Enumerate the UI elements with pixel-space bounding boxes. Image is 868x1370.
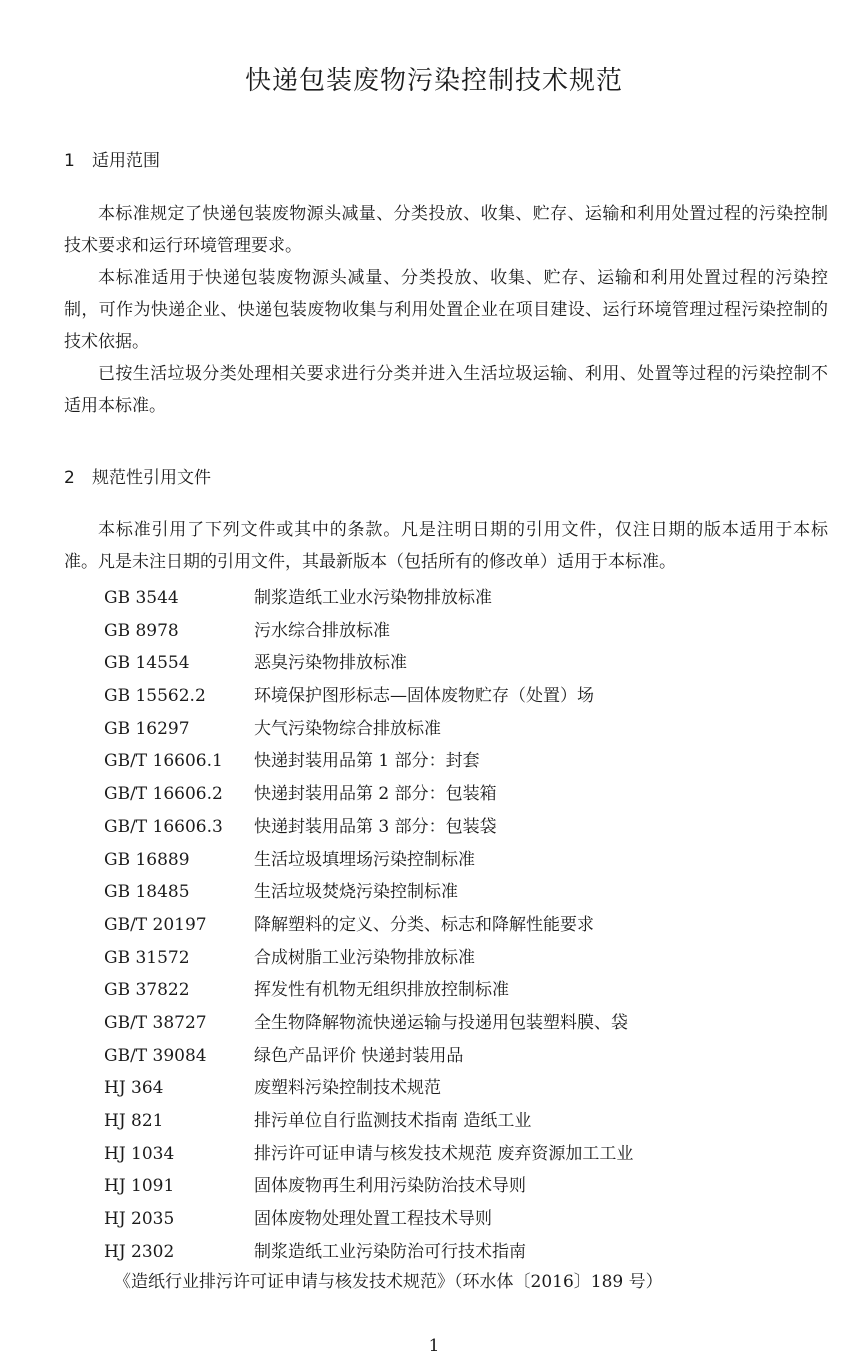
reference-item <box>104 582 824 615</box>
section-1-paragraph: 本标准规定了快递包装废物源头减量、分类投放、收集、贮存、运输和利用处置过程的污染控制技术要求和运行环境管理要求。 <box>64 204 828 256</box>
reference-title: 排污单位自行监测技术指南 造纸工业 <box>254 1111 532 1131</box>
reference-code: GB/T 16606.2 <box>104 784 223 805</box>
reference-title: 快递封装用品第 2 部分：包装箱 <box>254 784 497 805</box>
reference-item <box>104 1170 824 1203</box>
reference-code: HJ 1034 <box>104 1143 175 1164</box>
extra-reference: 《造纸行业排污许可证申请与核发技术规范》（环水体〔2016〕189 号） <box>114 1272 663 1292</box>
reference-item <box>104 876 824 909</box>
reference-title: 降解塑料的定义、分类、标志和降解性能要求 <box>254 914 594 935</box>
reference-title: 快递封装用品第 3 部分：包装袋 <box>254 816 497 837</box>
reference-title: 生活垃圾焚烧污染控制标准 <box>254 882 458 903</box>
reference-code: GB 16889 <box>104 849 190 870</box>
reference-title: 制浆造纸工业污染防治可行技术指南 <box>254 1241 526 1262</box>
section-1-paragraph: 本标准适用于快递包装废物源头减量、分类投放、收集、贮存、运输和利用处置过程的污染控制，可作为快递企业、快递包装废物收集与利用处置企业在项目建设、运行环境管理过程污染控制的技术依据。 <box>64 268 828 352</box>
reference-title: 快递封装用品第 1 部分：封套 <box>254 751 480 772</box>
reference-code: GB/T 16606.3 <box>104 816 223 837</box>
reference-code: GB 3544 <box>104 588 179 608</box>
reference-code: GB/T 39084 <box>104 1045 207 1066</box>
reference-item <box>104 615 824 648</box>
reference-item <box>104 647 824 680</box>
section-2-title: 规范性引用文件 <box>92 468 211 488</box>
reference-item <box>104 680 824 713</box>
section-1-title: 适用范围 <box>92 151 160 171</box>
reference-list <box>104 582 824 1268</box>
reference-item <box>104 942 824 975</box>
reference-item <box>104 1203 824 1236</box>
section-1-number: 1 <box>64 151 75 171</box>
reference-code: GB/T 38727 <box>104 1012 207 1033</box>
reference-item <box>104 1007 824 1040</box>
reference-item <box>104 844 824 877</box>
page-number: 1 <box>428 1336 440 1356</box>
reference-code: GB 8978 <box>104 620 179 641</box>
reference-title: 制浆造纸工业水污染物排放标准 <box>254 588 492 608</box>
reference-title: 合成树脂工业污染物排放标准 <box>254 947 475 968</box>
reference-title: 挥发性有机物无组织排放控制标准 <box>254 980 509 1001</box>
reference-title: 固体废物再生利用污染防治技术导则 <box>254 1176 526 1197</box>
reference-item <box>104 745 824 778</box>
section-2-heading <box>64 463 211 488</box>
reference-code: GB/T 20197 <box>104 914 207 935</box>
reference-title: 污水综合排放标准 <box>254 620 390 641</box>
reference-title: 生活垃圾填埋场污染控制标准 <box>254 849 475 870</box>
reference-title: 固体废物处理处置工程技术导则 <box>254 1209 492 1230</box>
reference-code: GB 14554 <box>104 653 190 674</box>
reference-item <box>104 1138 824 1171</box>
reference-title: 大气污染物综合排放标准 <box>254 718 441 739</box>
reference-code: HJ 2302 <box>104 1241 175 1262</box>
section-2-intro: 本标准引用了下列文件或其中的条款。凡是注明日期的引用文件，仅注日期的版本适用于本标准。凡是未注日期的引用文件，其最新版本（包括所有的修改单）适用于本标准。 <box>64 520 828 572</box>
reference-code: GB 31572 <box>104 947 190 968</box>
reference-item <box>104 811 824 844</box>
document-title: 快递包装废物污染控制技术规范 <box>244 66 623 96</box>
reference-code: GB 16297 <box>104 718 190 739</box>
reference-code: GB/T 16606.1 <box>104 751 223 772</box>
reference-item <box>104 909 824 942</box>
reference-title: 排污许可证申请与核发技术规范 废弃资源加工工业 <box>254 1143 634 1164</box>
section-2-number: 2 <box>64 468 75 488</box>
section-1-heading <box>64 146 160 171</box>
reference-item <box>104 778 824 811</box>
reference-code: HJ 1091 <box>104 1176 175 1197</box>
reference-title: 绿色产品评价 快递封装用品 <box>254 1045 464 1066</box>
reference-code: HJ 821 <box>104 1111 164 1131</box>
reference-item <box>104 1040 824 1073</box>
reference-item <box>104 1236 824 1269</box>
reference-item <box>104 713 824 746</box>
reference-code: GB 18485 <box>104 882 190 903</box>
reference-code: GB 15562.2 <box>104 686 206 707</box>
section-1-paragraph: 已按生活垃圾分类处理相关要求进行分类并进入生活垃圾运输、利用、处置等过程的污染控制不适用本标准。 <box>64 364 828 416</box>
reference-item <box>104 1072 824 1105</box>
reference-title: 恶臭污染物排放标准 <box>254 653 407 674</box>
reference-title: 废塑料污染控制技术规范 <box>254 1078 441 1099</box>
reference-item <box>104 1105 824 1138</box>
reference-item <box>104 974 824 1007</box>
reference-code: HJ 364 <box>104 1078 164 1099</box>
reference-title: 环境保护图形标志—固体废物贮存（处置）场 <box>254 686 594 707</box>
reference-code: HJ 2035 <box>104 1209 175 1230</box>
reference-code: GB 37822 <box>104 980 190 1001</box>
reference-title: 全生物降解物流快递运输与投递用包装塑料膜、袋 <box>254 1012 628 1033</box>
